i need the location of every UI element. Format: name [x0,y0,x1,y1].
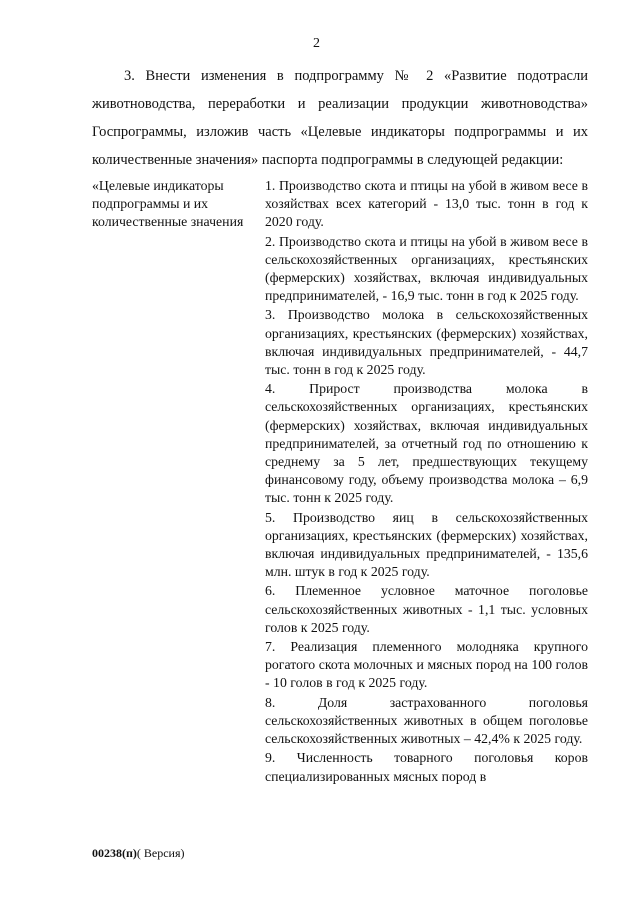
indicator-item: 5. Производство яиц в сельскохозяйственных организациях, крестьянских (фермерских) хозяйствах, включая индивидуальных предпринимателей, - 135,6 млн. штук в год к 2025 году. [265,509,588,580]
intro-paragraph: 3. Внести изменения в подпрограмму № 2 «Развитие подотрасли животноводства, переработки и реализации продукции животноводства» Госпрограммы, изложив часть «Целевые индикаторы подпрограммы и их количественные значения» паспорта подпрограммы в следующей редакции: [92,68,588,168]
indicator-item: 8. Доля застрахованного поголовья сельскохозяйственных животных в общем поголовье сельскохозяйственных животных – 42,4% к 2025 году. [265,694,588,747]
document-footer [92,846,185,861]
indicator-item: 6. Племенное условное маточное поголовье сельскохозяйственных животных - 1,1 тыс. условных голов к 2025 году. [265,583,588,635]
indicator-item: 4. Прирост производства молока в сельскохозяйственных организациях, крестьянских (фермерских) хозяйствах, включая индивидуальных предпринимателей, за отчетный год по отношению к среднему за 5 лет, предшествующих текущему финансовому году, объему производства молока – 6,9 тыс. тонн к 2025 году. [265,381,588,506]
indicator-item: 1. Производство скота и птицы на убой в живом весе в хозяйствах всех категорий - 13,0 тыс. тонн в год к 2020 году. [265,178,588,230]
page-number: 2 [313,36,320,51]
document-code: 00238(п) [92,846,137,860]
document-version: ( Версия) [136,846,185,860]
indicator-item: 2. Производство скота и птицы на убой в живом весе в сельскохозяйственных организациях, крестьянских (фермерских) хозяйствах, включая индивидуальных предпринимателей, - 16,9 тыс. тонн в год к 2025 году. [265,233,588,304]
indicator-item: 3. Производство молока в сельскохозяйственных организациях, крестьянских (фермерских) хозяйствах, включая индивидуальных предпринимателей, - 44,7 тыс. тонн в год к 2025 году. [265,307,588,378]
indicators-list [265,177,588,787]
indicator-item: 9. Численность товарного поголовья коров специализированных мясных пород в [265,750,588,784]
passport-label: «Целевые индикаторы подпрограммы и их количественные значения [92,178,244,229]
indicator-item: 7. Реализация племенного молодняка крупного рогатого скота молочных и мясных пород на 100 голов - 10 голов в год к 2025 году. [265,639,588,691]
